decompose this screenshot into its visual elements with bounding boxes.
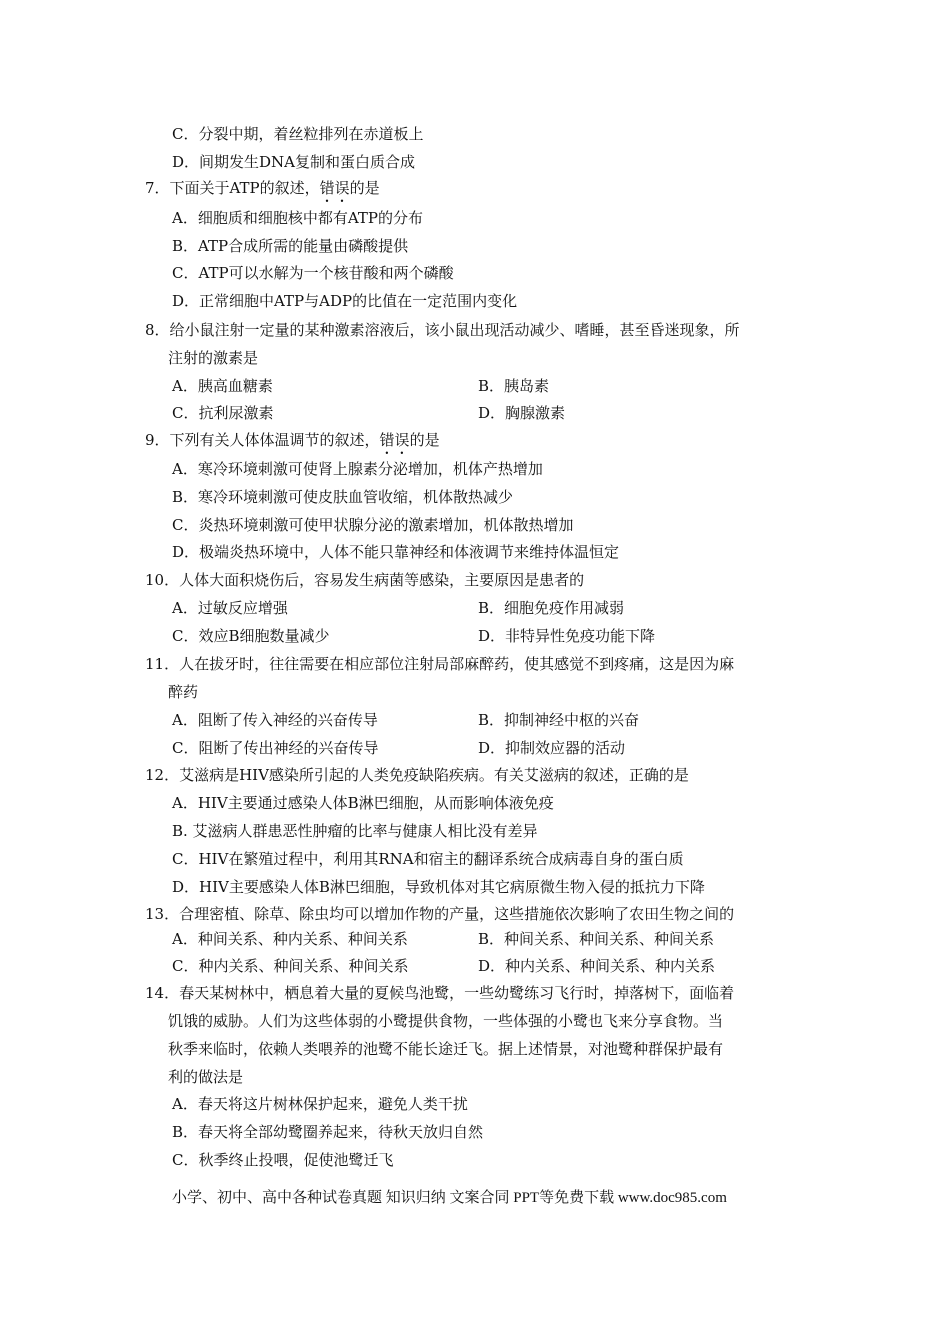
q8-option-a: A．胰高血糖素 — [172, 377, 273, 395]
q8-stem-line2: 注射的激素是 — [168, 349, 259, 367]
q11-option-c: C．阻断了传出神经的兴奋传导 — [172, 739, 379, 757]
q13-option-b: B．种间关系、种间关系、种间关系 — [478, 930, 715, 948]
q10-option-c: C．效应B细胞数量减少 — [172, 627, 330, 645]
q8-option-b: B．胰岛素 — [478, 377, 550, 395]
q11-stem-line2: 醉药 — [168, 683, 199, 701]
q11-option-b: B．抑制神经中枢的兴奋 — [478, 711, 640, 729]
q12-option-c: C．HIV在繁殖过程中，利用其RNA和宿主的翻译系统合成病毒自身的蛋白质 — [172, 850, 684, 868]
q14-option-c: C．秋季终止投喂，促使池鹭迁飞 — [172, 1151, 394, 1169]
q10-option-b: B．细胞免疫作用减弱 — [478, 599, 625, 617]
q9-stem — [145, 430, 440, 458]
q9-option-c: C．炎热环境刺激可使甲状腺分泌的激素增加，机体散热增加 — [172, 516, 574, 534]
q9-stem-text: 9．下列有关人体体温调节的叙述， — [145, 431, 380, 449]
q7-option-b: B．ATP合成所需的能量由磷酸提供 — [172, 237, 409, 255]
q14-option-a: A．春天将这片树林保护起来，避免人类干扰 — [172, 1095, 468, 1113]
q7-stem — [145, 178, 380, 206]
q7-stem-text: 7．下面关于ATP的叙述， — [145, 179, 320, 197]
q11-option-d: D．抑制效应器的活动 — [478, 739, 626, 757]
q14-stem-line1: 14．春天某树林中，栖息着大量的夏候鸟池鹭，一些幼鹭练习飞行时，掉落树下，面临着 — [145, 984, 735, 1002]
q10-stem: 10．人体大面积烧伤后，容易发生病菌等感染，主要原因是患者的 — [145, 571, 585, 589]
q14-stem-line4: 利的做法是 — [168, 1068, 244, 1086]
q12-option-b: B. 艾滋病人群患恶性肿瘤的比率与健康人相比没有差异 — [172, 822, 538, 840]
q9-option-b: B．寒冷环境刺激可使皮肤血管收缩，机体散热减少 — [172, 488, 514, 506]
q12-stem: 12．艾滋病是HIV感染所引起的人类免疫缺陷疾病。有关艾滋病的叙述，正确的是 — [145, 766, 689, 784]
q6-option-c: C．分裂中期，着丝粒排列在赤道板上 — [172, 125, 424, 143]
q14-stem-line3: 秋季来临时，依赖人类喂养的池鹭不能长途迁飞。据上述情景，对池鹭种群保护最有 — [168, 1040, 724, 1058]
q9-option-a: A．寒冷环境刺激可使肾上腺素分泌增加，机体产热增加 — [172, 460, 543, 478]
q8-stem-line1: 8．给小鼠注射一定量的某种激素溶液后，该小鼠出现活动减少、嗜睡，甚至昏迷现象，所 — [145, 321, 740, 339]
q13-option-c: C．种内关系、种间关系、种间关系 — [172, 957, 409, 975]
q14-option-b: B．春天将全部幼鹭圈养起来，待秋天放归自然 — [172, 1123, 484, 1141]
q9-emphasis: 错误 — [379, 431, 410, 449]
q12-option-a: A．HIV主要通过感染人体B淋巴细胞，从而影响体液免疫 — [172, 794, 554, 812]
q7-option-c: C．ATP可以水解为一个核苷酸和两个磷酸 — [172, 264, 454, 282]
q7-option-a: A．细胞质和细胞核中都有ATP的分布 — [172, 209, 423, 227]
q13-option-a: A．种间关系、种内关系、种间关系 — [172, 930, 408, 948]
q7-emphasis: 错误 — [319, 179, 350, 197]
q7-stem-tail: 的是 — [349, 179, 380, 197]
q10-option-d: D．非特异性免疫功能下降 — [478, 627, 656, 645]
q13-option-d: D．种内关系、种间关系、种内关系 — [478, 957, 716, 975]
q8-option-c: C．抗利尿激素 — [172, 404, 274, 422]
q7-option-d: D．正常细胞中ATP与ADP的比值在一定范围内变化 — [172, 292, 518, 310]
q9-option-d: D．极端炎热环境中，人体不能只靠神经和体液调节来维持体温恒定 — [172, 543, 620, 561]
q9-stem-tail: 的是 — [409, 431, 440, 449]
page-footer: 小学、初中、高中各种试卷真题 知识归纳 文案合同 PPT等免费下载 www.doc985.com — [172, 1190, 727, 1206]
q8-option-d: D．胸腺激素 — [478, 404, 566, 422]
q14-stem-line2: 饥饿的威胁。人们为这些体弱的小鹭提供食物，一些体强的小鹭也飞来分享食物。当 — [168, 1012, 724, 1030]
q12-option-d: D．HIV主要感染人体B淋巴细胞，导致机体对其它病原微生物入侵的抵抗力下降 — [172, 878, 705, 896]
q11-stem-line1: 11．人在拔牙时，往往需要在相应部位注射局部麻醉药，使其感觉不到疼痛，这是因为麻 — [145, 655, 735, 673]
q10-option-a: A．过敏反应增强 — [172, 599, 288, 617]
q13-stem: 13．合理密植、除草、除虫均可以增加作物的产量，这些措施依次影响了农田生物之间的 — [145, 905, 735, 923]
q6-option-d: D．间期发生DNA复制和蛋白质合成 — [172, 153, 416, 171]
q11-option-a: A．阻断了传入神经的兴奋传导 — [172, 711, 378, 729]
